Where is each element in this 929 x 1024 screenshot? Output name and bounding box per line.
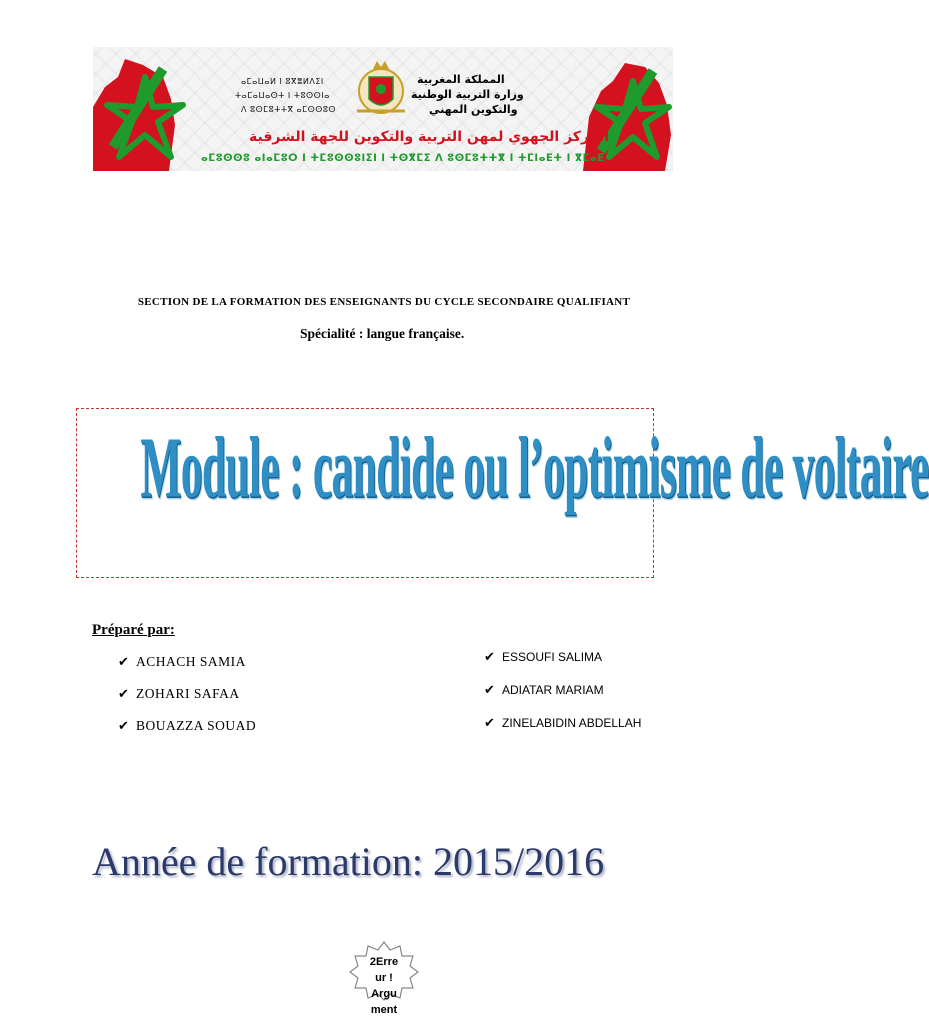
author-name: ZINELABIDIN ABDELLAH	[502, 716, 642, 730]
arabic-center-name: المركز الجهوي لمهن التربية والتكوين للجهة الشرقية	[249, 129, 610, 145]
author-item	[118, 686, 256, 718]
checkmark-icon: ✔	[118, 719, 130, 734]
author-name: BOUAZZA SOUAD	[136, 718, 257, 733]
specialite: Spécialité : langue française.	[300, 326, 465, 341]
author-item	[484, 650, 641, 683]
author-item	[484, 683, 641, 716]
author-name: ACHACH SAMIA	[136, 654, 246, 669]
annee-formation: Année de formation: 2015/2016	[92, 839, 605, 884]
author-item	[118, 654, 256, 686]
checkmark-icon: ✔	[118, 655, 130, 670]
author-item	[484, 716, 641, 749]
tifinagh-line-1: ⴰⵎⴰⵡⴰⵍ ⵏ ⵓⴳⴻⵍⴷⵉⵏ	[241, 77, 324, 86]
tifinagh-center-name: ⴰⵎⵓⵙⵙⵓ ⴰⵏⴰⵎⵓⵔ ⵏ ⵜⵎⵓⵙⵙⵓⵏⵉⵏ ⵏ ⵜⵙⴳⵎⵉ ⴷ ⵓⵙⵎⵓⵜⵜⴳ ⵏ ⵜⵎⵏⴰⴹⵜ ⵏ ⴳⵎⴰⴹ	[201, 153, 605, 164]
tifinagh-line-2: ⵜⴰⵎⴰⵡⴰⵙⵜ ⵏ ⵜⵓⵙⵙⵏⴰ	[235, 91, 330, 100]
arabic-line-3: والتكوين المهني	[429, 103, 518, 116]
authors-left	[118, 654, 256, 750]
checkmark-icon: ✔	[118, 687, 130, 702]
checkmark-icon: ✔	[484, 683, 495, 698]
tifinagh-line-3: ⴷ ⵓⵙⵎⵓⵜⵜⴳ ⴰⵎⵙⵙⵓⵙ	[241, 105, 336, 114]
error-badge	[350, 940, 418, 1024]
checkmark-icon: ✔	[484, 716, 495, 731]
header-banner	[93, 47, 673, 171]
author-name: ZOHARI SAFAA	[136, 686, 240, 701]
author-item	[118, 718, 256, 750]
authors-right	[484, 650, 641, 749]
prepared-by-label: Préparé par:	[92, 622, 175, 638]
arabic-line-1: المملكة المغربية	[417, 73, 505, 86]
author-name: ESSOUFI SALIMA	[502, 650, 603, 664]
arabic-line-2: وزارة التربية الوطنية	[411, 88, 524, 101]
author-name: ADIATAR MARIAM	[502, 683, 604, 697]
checkmark-icon: ✔	[484, 650, 495, 665]
section-title: SECTION DE LA FORMATION DES ENSEIGNANTS DU CYCLE SECONDAIRE QUALIFIANT	[137, 296, 631, 308]
module-title: Module : candide ou l’optimisme de voltaire	[140, 420, 929, 517]
error-badge-text: 2Erre ur ! Argu ment	[369, 956, 399, 1016]
coat-of-arms-icon	[357, 61, 405, 113]
module-box	[76, 408, 929, 578]
